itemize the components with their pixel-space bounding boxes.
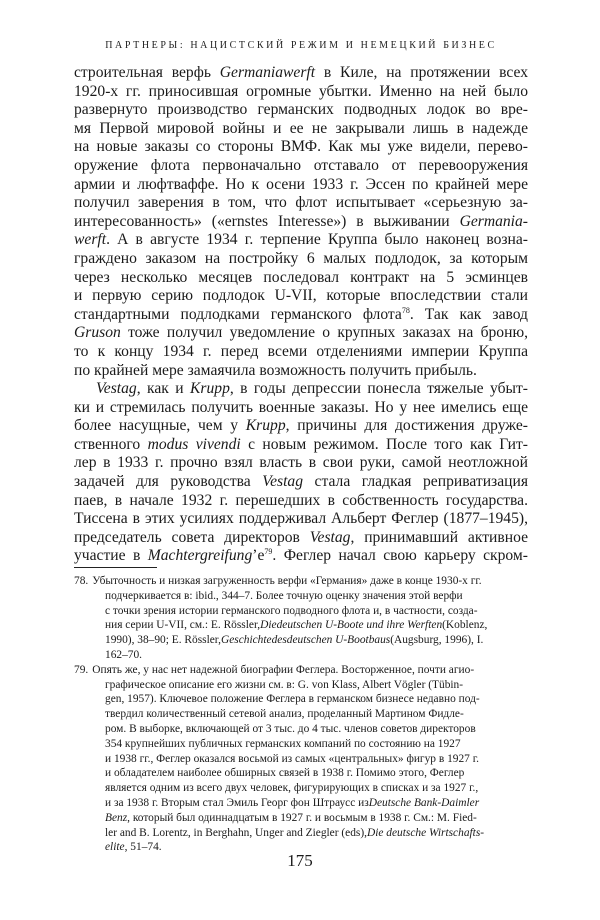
body-line: получил заверения в том, что флот испытывает «серьезную за- [74,194,528,212]
footnote-line [74,811,528,826]
body-line [74,324,528,343]
body-line: лер в 1933 г. прочно взял власть в свои руки, самой неотложной [74,454,528,472]
running-head: ПАРТНЕРЫ: НАЦИСТСКИЙ РЕЖИМ И НЕМЕЦКИЙ БИЗНЕС [105,40,497,51]
text-run: строительная верфь [74,64,220,81]
body-line: Тиссена в этих усилиях поддерживал Альберт Феглер (1877–1945), [74,510,528,528]
text-run: , причины для достижения друже- [285,417,528,435]
footnote-line: и 1938 гг., Феглер оказался восьмой из самых «центральных» фигур в 1927 г. [105,752,479,765]
text-run: , в годы депрессии понесла тяжелые убыт- [229,380,529,398]
body-line [74,436,528,455]
body-text [74,64,528,566]
text-run: ственного [74,435,148,453]
footnote-line: 162–70. [105,648,143,661]
text-run: в Киле, на протяжении всех [315,64,529,81]
footnote-number: 78. [74,575,89,587]
body-line [74,417,528,436]
body-line [74,547,528,566]
text-run: , который был одиннадцатым в 1927 г. и восьмым в 1938 г. См.: M. Fied- [127,811,477,824]
text-run: , как и [136,380,190,398]
body-line: мя Первой мировой войны и ее не закрывали лишь в надежде [74,119,528,137]
body-line [74,380,528,399]
text-run: участие в [74,547,148,565]
footnote-ref-79[interactable]: 79 [264,547,273,557]
footnote-divider [74,567,157,568]
text-run: ler and B. Lorentz, in Berghahn, Unger and Ziegler (eds), [105,826,368,839]
text-run: председатель совета директоров [74,528,310,546]
footnote-line [74,574,528,589]
footnote-text: Опять же, у нас нет надежной биографии Феглера. Восторженное, почти агио- [92,663,475,676]
footnote-line [74,633,528,648]
text-run: и за 1938 г. Вторым стал Эмиль Георг фон Штраусс из [105,796,369,809]
footnote-line: подчеркивается в: ibid., 344–7. Более точную оценку значения этой верфи [105,589,463,602]
footnote-line: и обладателем наиболее обширных связей в 1938 г. Помимо этого, Феглер [105,767,465,780]
text-run: . А в августе 1934 г. терпение Круппа было наконец возна- [106,231,528,249]
footnote-text [92,574,528,589]
footnote-line [74,618,528,633]
footnote-line: твердил количественный сетевой анализ, проделанный Мартином Фидле- [105,708,464,721]
body-line: то к концу 1934 г. перед всеми отделениями империи Круппа [74,342,528,360]
italic-title: Benz [105,811,128,824]
footnote-line: gen, 1957). Ключевое положение Феглера в германском бизнесе недавно под- [105,693,480,706]
text-run: . Феглер начал свою карьеру скром- [272,547,528,565]
text-run: интересованность» («ernstes Interesse») в выживании [74,212,460,230]
body-line: ки и стремилась получить военные заказы. Но у нее имелись еще [74,398,528,416]
italic-term: Krupp [245,417,286,435]
footnote-line [74,826,528,841]
italic-title: Deutsche Bank-Daimler [368,796,480,809]
text-run: стала гладкая реприватизация [303,473,528,491]
footnote-line: 354 крупнейших публичных германских компаний по состоянию на 1927 [105,737,461,750]
text-run: стандартными подлодками германского флота [74,305,402,323]
italic-term: Gruson [74,324,121,342]
italic-term: Vestag [309,528,351,546]
footnote-line: ром. В выборке, включающей от 3 тыс. до 4 тыс. членов советов директоров [105,722,476,735]
footnote-78 [74,574,528,663]
body-line [74,231,528,250]
body-line [74,306,528,325]
body-line: 1920-х гг. приносившая огромные убытки. Именно на ней было [74,82,528,100]
italic-term: Krupp [190,380,230,398]
body-line [74,529,528,548]
italic-term: Machtergreifung [147,547,253,565]
text-run: , принимавший активное [350,528,529,546]
text-run: ’е [252,547,265,565]
italic-term: werft [74,231,107,249]
page-number: 175 [287,851,313,870]
body-line: граждено заказом на постройку 6 малых подлодок, за которым [74,249,528,267]
body-line: по крайней мере замаячила возможность получить прибыль. [74,361,477,379]
footnote-line: графическое описание его жизни см. в: G. von Klass, Albert Vögler (Tübin- [105,678,464,691]
text-run: с новым режимом. После того как Гит- [240,435,528,453]
footnote-79 [74,663,528,855]
text-run: (Augsburg, 1996), I. [390,634,484,647]
text-run: . Так как завод [409,305,528,323]
italic-term: Germaniawerft [219,64,316,81]
footnote-line: с точки зрения истории германского подводного флота и, в частности, созда- [105,604,478,617]
text-run: Убыточность и низкая загруженность верфи «Германия» даже в конце 1930-х гг. [92,575,482,587]
italic-term: Vestag [96,380,137,398]
italic-term: Vestag [262,473,303,491]
italic-title: Geschichtedesdeutschen U-Bootbaus [220,634,391,647]
footnote-line: является одним из всего двух человек, фигурирующих в списках и за 1927 г., [105,782,479,795]
text-run: ния серии U-VII, см.: E. Rössler, [105,619,261,632]
footnote-line [74,663,528,678]
body-line: и первую серию подлодок U-VII, которые впоследствии стали [74,287,528,305]
body-line [74,473,528,492]
text-run: задачей для руководства [74,473,263,491]
body-line [74,213,528,232]
body-line: через несколько месяцев последовал контракт на 5 эсминцев [74,268,528,286]
body-line: армии и люфтваффе. Но к осени 1933 г. Эссен по крайней мере [74,175,528,193]
body-line [74,64,528,83]
italic-title: Die deutsche Wirtschafts- [367,826,485,839]
footnote-line [74,796,528,811]
body-line: развернуто производство германских подводных лодок во вре- [74,101,528,119]
text-run: , 51–74. [124,841,162,854]
text-run: тоже получил уведомление о крупных заказах на броню, [120,324,528,342]
footnote-ref-78[interactable]: 78 [401,305,410,315]
text-run: (Koblenz, [442,619,488,632]
text-run: более насущные, чем у [74,417,246,435]
body-line: паев, в начале 1932 г. перешедших в собственность государства. [74,491,528,509]
body-line: оружение флота первоначально отставало от перевооружения [74,156,528,174]
footnote-number: 79. [74,663,89,676]
italic-term: modus vivendi [147,435,241,453]
footnotes [74,574,528,855]
text-run: 1990), 38–90; E. Rössler, [105,634,221,647]
body-line: на новые заказы со стороны ВМФ. Как мы уже видели, перево- [74,138,528,156]
italic-title: elite [105,841,125,854]
italic-title: Diedeutschen U-Boote und ihre Werften [260,619,443,632]
italic-term: Germania- [459,212,528,230]
